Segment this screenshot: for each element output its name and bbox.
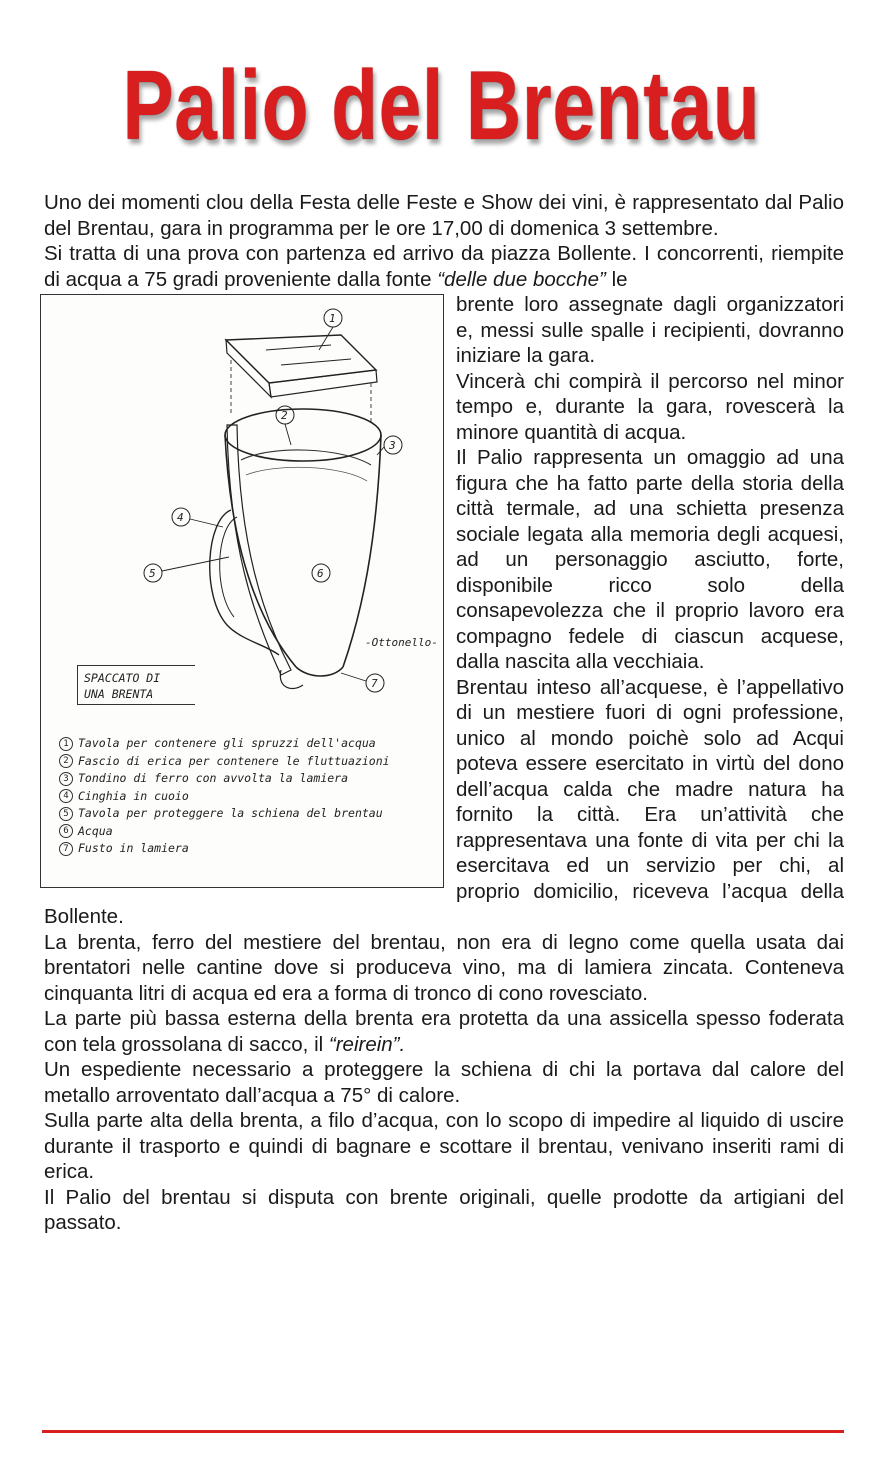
legend-number: 5 bbox=[59, 807, 73, 821]
legend-text: Tavola per contenere gli spruzzi dell'acqua bbox=[78, 736, 376, 750]
paragraph-race-cont: brente loro assegnate dagli organizzatori e, messi sulle spalle i recipienti, dovranno iniziare la gara. bbox=[456, 293, 844, 367]
legend-item bbox=[59, 770, 439, 788]
legend-number: 3 bbox=[59, 772, 73, 786]
paragraph-homage: Il Palio rappresenta un omaggio ad una figura che ha fatto parte della storia della città termale, ad una schietta presenza sociale legata alla memoria degli acquesi, ad un personaggio asciutto, forte, disponibile ricco solo della consapevolezza che il proprio lavoro era compagno fedele di ciascun acquese, dalla nascita alla vecchiaia. bbox=[456, 446, 844, 673]
paragraph-expedient: Un espediente necessario a proteggere la schiena di chi la portava dal calore del metallo arroventato dall’acqua a 75° di calore. bbox=[44, 1058, 844, 1107]
quote-due-bocche: “delle due bocche” bbox=[437, 267, 606, 291]
callout-6: 6 bbox=[317, 567, 324, 580]
paragraph-winner: Vincerà chi compirà il percorso nel minor tempo e, durante la gara, rovescerà la minore quantità di acqua. bbox=[456, 369, 844, 444]
paragraph-race bbox=[44, 241, 844, 292]
callout-2: 2 bbox=[281, 409, 288, 422]
callout-7: 7 bbox=[371, 677, 378, 690]
legend-item bbox=[59, 823, 439, 841]
legend-text: Cinghia in cuoio bbox=[78, 788, 189, 803]
paragraph-brentau-meaning: Brentau inteso all’acquese, è l’appellativo di un mestiere fuori di ogni professione, unico al mondo poichè solo ad Acqui poteva essere esercitato in virtù del dono dell’acqua calda che madre natura ha fornito la città. Era un’attività che rappresentava una fonte di vita per chi la esercitava ed un servizio per chi, al proprio domicilio, riceveva l’acqua della Bollente. bbox=[44, 675, 844, 928]
paragraph-race-text-b-lead: le bbox=[605, 267, 628, 291]
artist-signature: -Ottonello- bbox=[365, 636, 438, 649]
legend-number: 2 bbox=[59, 754, 73, 768]
legend-text: Fusto in lamiera bbox=[78, 841, 189, 855]
figure-caption-line2: UNA BRENTA bbox=[84, 687, 154, 701]
legend-number: 7 bbox=[59, 842, 73, 856]
figure-legend bbox=[59, 735, 439, 858]
brenta-illustration bbox=[40, 294, 444, 888]
callout-5: 5 bbox=[149, 567, 156, 580]
legend-item bbox=[59, 753, 439, 771]
callout-4: 4 bbox=[177, 511, 184, 524]
bottom-rule bbox=[42, 1430, 844, 1433]
legend-number: 4 bbox=[59, 789, 73, 803]
legend-number: 1 bbox=[59, 737, 73, 751]
callout-1: 1 bbox=[329, 312, 336, 325]
legend-text: Tondino di ferro con avvolta la lamiera bbox=[78, 771, 349, 785]
legend-text: Tavola per proteggere la schiena del brentau bbox=[78, 806, 383, 820]
legend-text: Acqua bbox=[78, 823, 113, 838]
quote-reirein: “reirein”. bbox=[328, 1032, 406, 1056]
page-title: Palio del Brentau bbox=[122, 50, 761, 160]
legend-item bbox=[59, 840, 439, 858]
article-body bbox=[44, 190, 844, 1236]
legend-text: Fascio di erica per contenere le fluttuazioni bbox=[78, 753, 390, 768]
paragraph-race-text-a: Si tratta di una prova con partenza ed arrivo da piazza Bollente. I concorrenti, riempite di acqua a 75 gradi proveniente dalla fonte bbox=[44, 242, 844, 291]
legend-item bbox=[59, 788, 439, 806]
legend-item bbox=[59, 805, 439, 823]
paragraph-intro: Uno dei momenti clou della Festa delle Feste e Show dei vini, è rappresentato dal Palio del Brentau, gara in programma per le ore 17,00 di domenica 3 settembre. bbox=[44, 191, 844, 240]
paragraph-original-brente: Il Palio del brentau si disputa con brente originali, quelle prodotte da artigiani del passato. bbox=[44, 1185, 844, 1234]
figure-caption bbox=[77, 665, 195, 705]
paragraph-protection bbox=[44, 1006, 844, 1057]
paragraph-erica: Sulla parte alta della brenta, a filo d’acqua, con lo scopo di impedire al liquido di uscire durante il trasporto e quindi di bagnare e scottare il brentau, venivano inseriti rami di erica. bbox=[44, 1109, 844, 1183]
legend-number: 6 bbox=[59, 824, 73, 838]
callout-3: 3 bbox=[389, 439, 396, 452]
paragraph-protection-text: La parte più bassa esterna della brenta era protetta da una assicella spesso foderata con tela grossolana di sacco, il bbox=[44, 1007, 844, 1056]
paragraph-brenta: La brenta, ferro del mestiere del brentau, non era di legno come quella usata dai brentatori nelle cantine dove si produceva vino, ma di lamiera zincata. Conteneva cinquanta litri di acqua ed era a forma di tronco di cono rovesciato. bbox=[44, 930, 844, 1005]
figure-caption-line1: SPACCATO DI bbox=[84, 671, 161, 685]
legend-item bbox=[59, 735, 439, 753]
